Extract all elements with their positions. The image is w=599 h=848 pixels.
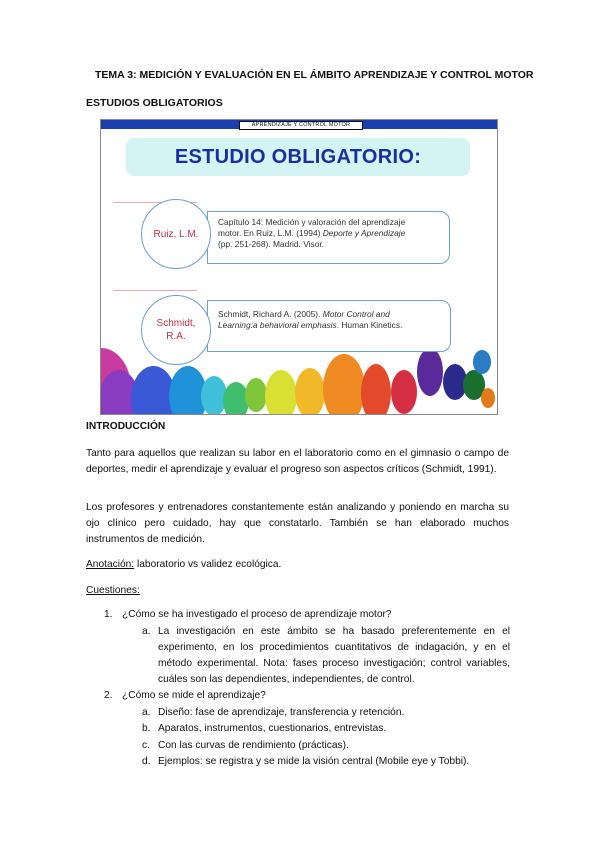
slide-bar-label: APRENDIZAJE Y CONTROL MOTOR [239, 121, 363, 130]
author-name [157, 317, 196, 343]
question-number: 1. [104, 609, 113, 620]
paragraph: Los profesores y entrenadores constantemente están analizando y poniendo en marcha su ojo clínico pero cuidado, hay que constatarlo. También se han elaborado muchos instrumentos de medición. [86, 502, 509, 545]
item-letter: c. [142, 740, 150, 751]
reference-pages: (pp. 251-268). [218, 239, 271, 249]
item-text: Con las curvas de rendimiento (prácticas). [158, 740, 349, 751]
reference-text: motor. En Ruiz, L.M. (1994) [218, 228, 323, 238]
item-text: Ejemplos: se registra y se mide la visión central (Mobile eye y Tobbi). [158, 756, 470, 767]
reference-book-title: Deporte y Aprendizaje [322, 228, 406, 238]
author-circle-ruiz [141, 199, 211, 269]
reference-text: Schmidt, Richard A. (2005). [218, 309, 323, 319]
reference-card-ruiz [207, 211, 450, 264]
slide-banner [126, 138, 470, 176]
reference-book-title: Learning:a behavioral emphasis [218, 320, 337, 330]
annotation [86, 559, 281, 570]
reference-text [218, 309, 444, 320]
slide-top-bar [101, 120, 497, 129]
reference-publisher: . Human Kinetics. [336, 320, 403, 330]
intro-heading: INTRODUCCIÓN [86, 421, 166, 432]
item-letter: a. [142, 626, 151, 637]
reference-text [218, 228, 443, 239]
reference-text [218, 239, 443, 250]
paragraph: Tanto para aquellos que realizan su labor en el laboratorio como en el gimnasio o campo de deportes, medir el aprendizaje y evaluar el progreso son aspectos críticos (Schmidt, 1991). [86, 448, 509, 475]
reference-text: Capítulo 14: Medición y valoración del aprendizaje [218, 217, 406, 227]
pink-line [113, 290, 197, 291]
author-name: Ruiz, L.M. [153, 228, 199, 240]
section-title: ESTUDIOS OBLIGATORIOS [86, 97, 223, 109]
slide-banner-text: ESTUDIO OBLIGATORIO: [174, 145, 422, 168]
question-text: ¿Cómo se mide el aprendizaje? [122, 690, 266, 701]
reference-publisher: Madrid. Visor. [270, 239, 324, 249]
annotation-label: Anotación: [86, 559, 135, 570]
reference-book-title: Motor Control and [322, 309, 390, 319]
question-number: 2. [104, 690, 113, 701]
item-text: Diseño: fase de aprendizaje, transferencia y retención. [158, 707, 405, 718]
item-text: La investigación en este ámbito se ha basado preferentemente en el experimento, en los procedimientos cuantitativos de indagación, y en el método experimental. Nota: fases proceso investigación; control variables, cuáles son las dependientes, independientes, de control. [158, 626, 510, 685]
item-letter: d. [142, 756, 151, 767]
lecture-slide [100, 119, 498, 415]
annotation-text: laboratorio vs validez ecológica. [134, 559, 282, 570]
reference-card-schmidt [207, 300, 451, 352]
page-title: TEMA 3: MEDICIÓN Y EVALUACIÓN EN EL ÁMBITO APRENDIZAJE Y CONTROL MOTOR [95, 69, 534, 81]
questions-heading: Cuestiones: [86, 585, 140, 596]
reference-text [218, 320, 444, 331]
author-name-line: Schmidt, [156, 318, 196, 329]
item-text: Aparatos, instrumentos, cuestionarios, entrevistas. [158, 723, 387, 734]
author-name-line: R.A. [166, 331, 186, 342]
question-text: ¿Cómo se ha investigado el proceso de aprendizaje motor? [122, 609, 392, 620]
author-circle-schmidt [141, 295, 211, 365]
item-letter: b. [142, 723, 151, 734]
item-letter: a. [142, 707, 151, 718]
